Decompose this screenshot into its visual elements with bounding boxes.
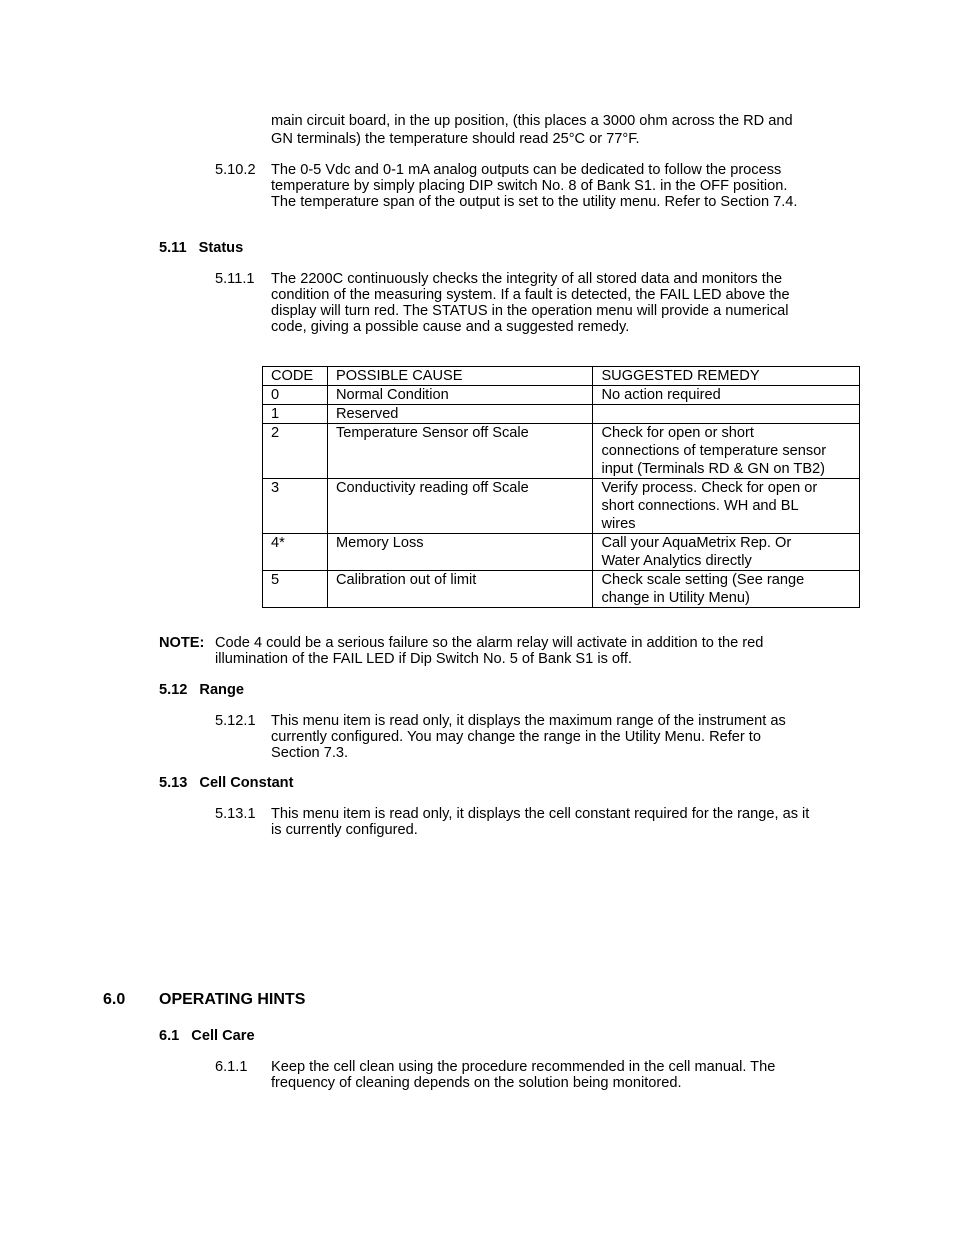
- section-heading-5-13: [159, 775, 293, 791]
- table-row: [263, 405, 860, 424]
- section-5-10-2-text: [271, 162, 797, 210]
- text-line: The 2200C continuously checks the integrity of all stored data and monitors the: [271, 271, 783, 287]
- note-text: [215, 635, 763, 667]
- cell-remedy: [593, 424, 860, 479]
- cell-remedy: [593, 571, 860, 608]
- remedy-line: short connections. WH and BL: [601, 498, 799, 514]
- cell-remedy: [593, 534, 860, 571]
- header-remedy: SUGGESTED REMEDY: [593, 367, 860, 386]
- chapter-number-6-0: 6.0: [103, 991, 126, 1008]
- section-heading-5-11: [159, 240, 243, 256]
- section-heading-6-1: [159, 1028, 255, 1044]
- intro-paragraph: [271, 113, 793, 147]
- section-5-13-1-text: [271, 806, 809, 838]
- heading-title: Range: [199, 682, 245, 698]
- text-line: Keep the cell clean using the procedure recommended in the cell manual. The: [271, 1059, 776, 1075]
- remedy-line: Check for open or short: [601, 425, 754, 441]
- text-line: currently configured. You may change the range in the Utility Menu. Refer to: [271, 729, 761, 745]
- text-line: display will turn red. The STATUS in the operation menu will provide a numerical: [271, 303, 789, 319]
- chapter-title-6-0: OPERATING HINTS: [159, 991, 306, 1008]
- intro-line: main circuit board, in the up position, (this places a 3000 ohm across the RD and: [271, 113, 793, 129]
- remedy-line: wires: [601, 516, 636, 532]
- section-number-6-1-1: 6.1.1: [215, 1059, 248, 1075]
- table-row: [263, 534, 860, 571]
- remedy-line: change in Utility Menu): [601, 590, 750, 606]
- section-number-5-12-1: 5.12.1: [215, 713, 256, 729]
- section-5-12-1-text: [271, 713, 786, 761]
- header-code: CODE: [263, 367, 328, 386]
- heading-number: 5.13: [159, 775, 188, 791]
- section-number-5-11-1: 5.11.1: [215, 271, 255, 287]
- table-row: [263, 424, 860, 479]
- remedy-line: Water Analytics directly: [601, 553, 752, 569]
- heading-title: Cell Constant: [199, 775, 294, 791]
- text-line: Code 4 could be a serious failure so the alarm relay will activate in addition to the red: [215, 635, 764, 651]
- remedy-line: Check scale setting (See range: [601, 572, 805, 588]
- text-line: frequency of cleaning depends on the solution being monitored.: [271, 1075, 682, 1091]
- text-line: condition of the measuring system. If a fault is detected, the FAIL LED above the: [271, 287, 790, 303]
- text-line: is currently configured.: [271, 822, 418, 838]
- note-label: NOTE:: [159, 635, 205, 651]
- heading-number: 6.1: [159, 1028, 180, 1044]
- cell-cause: Memory Loss: [327, 534, 592, 571]
- heading-title: Status: [198, 240, 244, 256]
- remedy-line: input (Terminals RD & GN on TB2): [601, 461, 826, 477]
- remedy-line: connections of temperature sensor: [601, 443, 827, 459]
- remedy-line: Verify process. Check for open or: [601, 480, 818, 496]
- cell-code: 5: [263, 571, 328, 608]
- table-header-row: [263, 367, 860, 386]
- section-6-1-1-text: [271, 1059, 775, 1091]
- heading-number: 5.12: [159, 682, 188, 698]
- cell-code: 0: [263, 386, 328, 405]
- cell-cause: Normal Condition: [327, 386, 592, 405]
- cell-code: 2: [263, 424, 328, 479]
- text-line: Section 7.3.: [271, 745, 349, 761]
- cell-code: 1: [263, 405, 328, 424]
- remedy-line: No action required: [601, 387, 721, 403]
- text-line: The 0-5 Vdc and 0-1 mA analog outputs can be dedicated to follow the process: [271, 162, 782, 178]
- table-row: [263, 386, 860, 405]
- cell-cause: Reserved: [327, 405, 592, 424]
- table-row: [263, 479, 860, 534]
- intro-line: GN terminals) the temperature should read 25°C or 77°F.: [271, 131, 640, 147]
- text-line: temperature by simply placing DIP switch No. 8 of Bank S1. in the OFF position.: [271, 178, 788, 194]
- cell-cause: Calibration out of limit: [327, 571, 592, 608]
- remedy-line: Call your AquaMetrix Rep. Or: [601, 535, 792, 551]
- section-number-5-13-1: 5.13.1: [215, 806, 256, 822]
- section-number-5-10-2: 5.10.2: [215, 162, 256, 178]
- cell-code: 3: [263, 479, 328, 534]
- cell-remedy: [593, 405, 860, 424]
- cell-cause: Temperature Sensor off Scale: [327, 424, 592, 479]
- table-row: [263, 571, 860, 608]
- heading-number: 5.11: [159, 240, 187, 256]
- section-heading-5-12: [159, 682, 244, 698]
- header-cause: POSSIBLE CAUSE: [327, 367, 592, 386]
- text-line: The temperature span of the output is set to the utility menu. Refer to Section 7.4.: [271, 194, 798, 210]
- cell-remedy: [593, 386, 860, 405]
- cell-code: 4*: [263, 534, 328, 571]
- cell-cause: Conductivity reading off Scale: [327, 479, 592, 534]
- status-code-table: [262, 366, 860, 608]
- text-line: code, giving a possible cause and a suggested remedy.: [271, 319, 630, 335]
- heading-title: Cell Care: [191, 1028, 255, 1044]
- text-line: This menu item is read only, it displays the maximum range of the instrument as: [271, 713, 786, 729]
- section-5-11-1-text: [271, 271, 790, 335]
- text-line: illumination of the FAIL LED if Dip Switch No. 5 of Bank S1 is off.: [215, 651, 632, 667]
- text-line: This menu item is read only, it displays the cell constant required for the range, as it: [271, 806, 810, 822]
- cell-remedy: [593, 479, 860, 534]
